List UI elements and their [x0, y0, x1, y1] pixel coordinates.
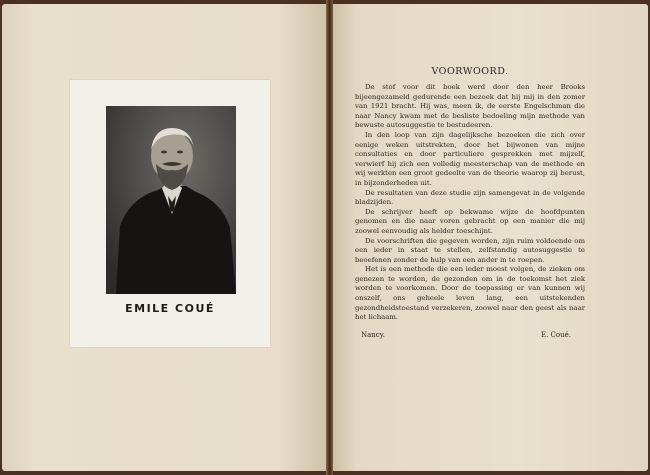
portrait-photo — [106, 106, 236, 294]
paragraph: Het is een methode die een ieder moest volgen, de zieken om genezen te worden, de gezonden om in de toekomst het ziek worden te voorkomen. Door de toepassing er van kunnen wij onszelf, ons geheele leven lang, een uitstekenden gezondheidstoestand verzekeren, zoowel naar den geest als naar het lichaam. — [355, 265, 585, 322]
signature-name: E. Coué. — [540, 330, 571, 339]
book-gutter — [326, 0, 333, 475]
paragraph: De schrijver heeft op bekwame wijze de hoofdpunten genomen en die naar voren gebracht op een manier die mij zoowel eenvoudig als helder toeschijnt. — [355, 207, 585, 235]
portrait-plate — [70, 80, 270, 347]
foreword-text — [355, 66, 585, 339]
paragraph: De stof voor dit boek werd door den heer Brooks bijeengezameld gedurende een bezoek dat hij mij in den zomer van 1921 bracht. Hij was, meen ik, de eerste Engelschman die naar Nancy kwam met de besliste bedoeling mijn methode van bewuste autosuggestie te bestudeeren. — [355, 83, 585, 130]
paragraph: In den loop van zijn dagelijksche bezoeken die zich over eenige weken uitstrekten, door het bijwonen van mijne consultaties en door particuliere gesprekken met mijzelf, verwierf hij zich een volledig meesterschap van de methode en wij werkten een groot gedeelte van de theorie waarop zij berust, in bijzonderheden uit. — [355, 130, 585, 187]
signature-place: Nancy. — [361, 330, 385, 339]
paragraph: De resultaten van deze studie zijn samengevat in de volgende bladzijden. — [355, 188, 585, 207]
signature-line — [355, 331, 585, 339]
paragraph: De voorschriften die gegeven worden, zijn ruim voldoende om een ieder in staat te stellen, zelfstandig autosuggestie te beoefenen zonder de hulp van een ander in te roepen. — [355, 236, 585, 264]
page-heading: VOORWOORD. — [431, 66, 509, 77]
portrait-caption: EMILE COUÉ — [125, 302, 215, 315]
